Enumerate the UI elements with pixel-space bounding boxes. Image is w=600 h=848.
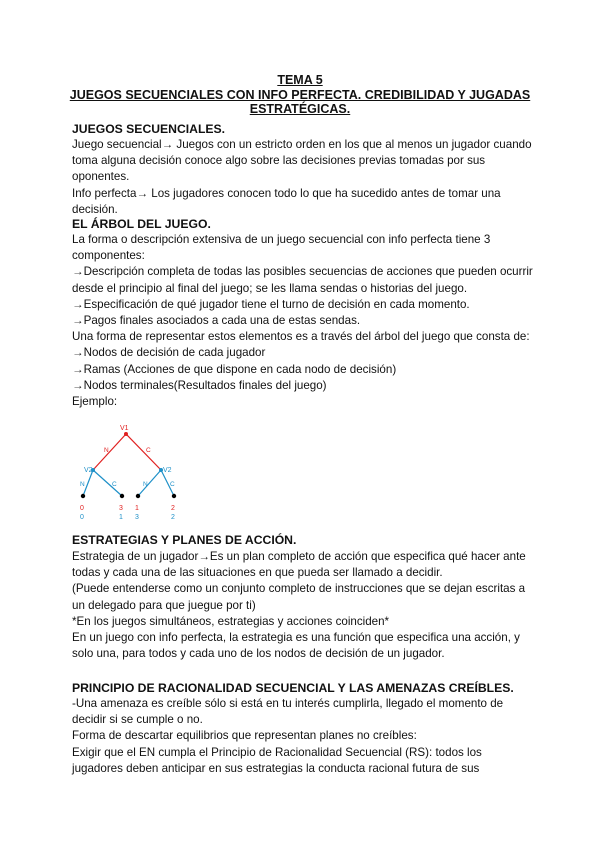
section-estrategias [72,549,534,662]
paragraph: →Especificación de qué jugador tiene el turno de decisión en cada momento. [72,297,470,311]
tema-label: TEMA 5 [277,73,323,87]
paragraph: -Una amenaza es creíble sólo si está en tu interés cumplirla, llegado el momento de decidir si se cumple o no. [72,697,504,727]
heading-estrategias: ESTRATEGIAS Y PLANES DE ACCIÓN. [72,533,297,547]
paragraph: Info perfecta→ Los jugadores conocen todo lo que ha sucedido antes de tomar una decisión. [72,186,501,216]
section-juegos-secuenciales [72,137,534,218]
right-left-branch [138,470,161,496]
document-title: JUEGOS SECUENCIALES CON INFO PERFECTA. CREDIBILIDAD Y JUGADAS ESTRATÉGICAS. [69,88,531,116]
branch-label-n: N [143,481,148,488]
payoff-player1: 3 [119,505,123,512]
paragraph: Exigir que el EN cumpla el Principio de Racionalidad Secuencial (RS): todos los jugadores deben anticipar en sus estrategias la conducta racional futura de sus [72,745,482,775]
terminal-node [172,494,176,498]
left-right-branch [93,470,122,496]
terminal-node [136,494,140,498]
paragraph: Juego secuencial→ Juegos con un estricto orden en los que al menos un jugador cuando toma alguna decisión conoce algo sobre las decisiones previas tomadas por sus oponentes. [72,138,532,184]
paragraph: Forma de descartar equilibrios que representan planes no creíbles: [72,729,417,743]
paragraph: Estrategia de un jugador→Es un plan completo de acción que especifica qué hacer ante todas y cada una de las situaciones en que pueda ser llamado a decidir. [72,550,526,580]
terminal-node [81,494,85,498]
branch-label-c: C [170,481,175,488]
paragraph: (Puede entenderse como un conjunto completo de instrucciones que se dejan escritas a un delegado para que juegue por ti) [72,582,526,612]
branch-label-n: N [80,481,85,488]
terminal-node [120,494,124,498]
section-racionalidad [72,696,534,777]
left-node-label: V2 [84,467,93,474]
branch-label-n: N [104,447,109,454]
root-label: V1 [120,425,129,432]
payoff-player2: 3 [135,514,139,521]
section-arbol-del-juego [72,232,534,410]
root-left-branch [93,434,126,470]
paragraph: *En los juegos simultáneos, estrategias y acciones coinciden* [72,614,390,628]
heading-racionalidad: PRINCIPIO DE RACIONALIDAD SECUENCIAL Y LAS AMENAZAS CREÍBLES. [72,681,514,695]
game-tree-diagram [70,418,200,528]
payoff-player1: 0 [80,505,84,512]
right-node-label: V2 [163,467,172,474]
root-node [124,432,128,436]
root-right-branch [126,434,161,470]
heading-juegos-secuenciales: JUEGOS SECUENCIALES. [72,122,226,136]
paragraph: →Pagos finales asociados a cada una de estas sendas. [72,314,361,328]
paragraph: En un juego con info perfecta, la estrategia es una función que especifica una acción, y solo una, para todos y cada uno de los nodos de decisión de un jugador. [72,631,520,661]
branch-label-c: C [112,481,117,488]
paragraph: La forma o descripción extensiva de un juego secuencial con info perfecta tiene 3 componentes: [72,233,491,263]
paragraph: →Ramas (Acciones de que dispone en cada nodo de decisión) [72,362,397,376]
heading-arbol-del-juego: EL ÁRBOL DEL JUEGO. [72,217,211,231]
branch-label-c: C [146,447,151,454]
payoff-player2: 0 [80,514,84,521]
paragraph: →Descripción completa de todas las posibles secuencias de acciones que pueden ocurrir desde el principio al final del juego; se les llama sendas o historias del juego. [72,265,533,295]
paragraph: →Nodos de decisión de cada jugador [72,346,266,360]
paragraph: Ejemplo: [72,395,118,409]
paragraph: Una forma de representar estos elementos es a través del árbol del juego que consta de: [72,330,530,344]
payoff-player2: 1 [119,514,123,521]
payoff-player1: 2 [171,505,175,512]
paragraph: →Nodos terminales(Resultados finales del juego) [72,378,327,392]
payoff-player2: 2 [171,514,175,521]
payoff-player1: 1 [135,505,139,512]
